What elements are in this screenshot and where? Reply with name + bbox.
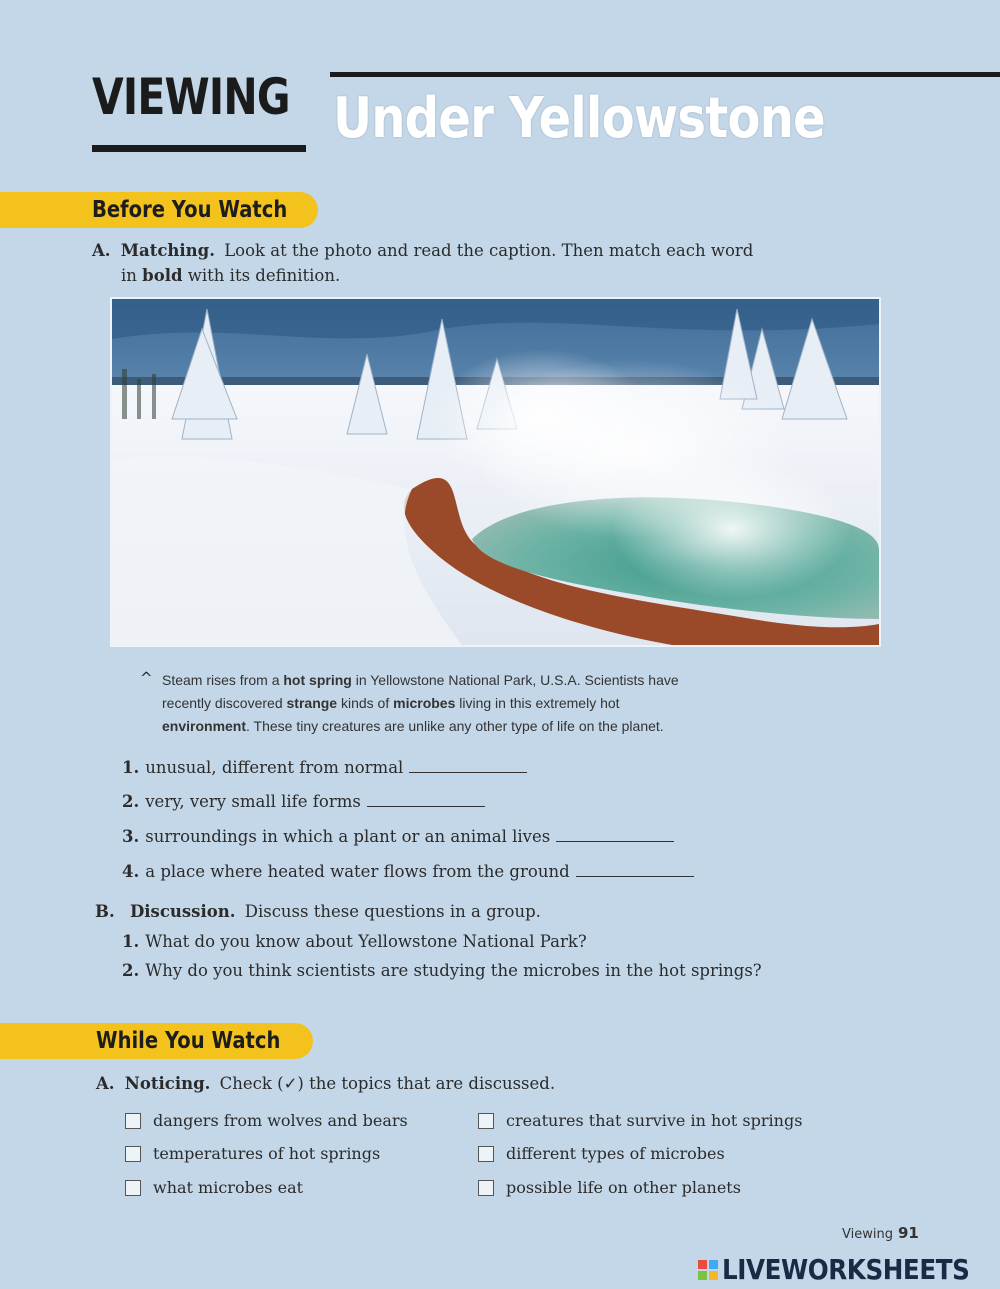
logo-grid-icon xyxy=(698,1260,718,1280)
page-number: 91 xyxy=(898,1224,919,1242)
caption-line-1: Steam rises from a hot spring in Yellowstone National Park, U.S.A. Scientists have xyxy=(162,672,679,688)
logo-cell xyxy=(698,1271,707,1280)
matching-instruction-2 xyxy=(121,263,340,288)
answer-blank-3[interactable] xyxy=(556,827,674,842)
checkbox[interactable] xyxy=(125,1180,141,1196)
answer-blank-2[interactable] xyxy=(367,792,485,807)
matching-text-2c: with its definition. xyxy=(187,266,341,285)
matching-text-1: Look at the photo and read the caption. Then match each word xyxy=(224,241,754,260)
topic-checkbox-row[interactable]: different types of microbes xyxy=(478,1144,725,1163)
discussion-letter: B. xyxy=(95,902,115,921)
discussion-text: Discuss these questions in a group. xyxy=(244,902,541,921)
matching-item-4: 4. a place where heated water flows from the ground xyxy=(122,859,694,884)
yellowstone-hot-spring-photo xyxy=(110,297,881,647)
footer-section-label: Viewing xyxy=(842,1227,893,1242)
caret-up-icon: ^ xyxy=(140,669,153,687)
discussion-title: Discussion. xyxy=(129,902,236,921)
while-you-watch-banner xyxy=(0,1023,313,1059)
matching-instruction xyxy=(92,238,753,263)
noticing-title: Noticing. xyxy=(124,1074,211,1093)
noticing-text: Check (✓) the topics that are discussed. xyxy=(219,1074,556,1093)
matching-letter: A. xyxy=(92,241,111,260)
matching-item-1: 1. unusual, different from normal xyxy=(122,755,527,780)
viewing-underline xyxy=(92,145,306,152)
checkbox[interactable] xyxy=(478,1180,494,1196)
topic-checkbox-row[interactable]: dangers from wolves and bears xyxy=(125,1111,408,1130)
matching-text-2a: in xyxy=(121,266,137,285)
logo-text: LIVEWORKSHEETS xyxy=(722,1253,970,1286)
liveworksheets-logo xyxy=(698,1253,1000,1286)
logo-cell xyxy=(709,1260,718,1269)
checkbox[interactable] xyxy=(478,1146,494,1162)
before-you-watch-banner xyxy=(0,192,318,228)
checkbox[interactable] xyxy=(478,1113,494,1129)
viewing-label: VIEWING xyxy=(92,68,290,126)
discussion-instruction xyxy=(95,899,541,924)
topic-checkbox-row[interactable]: possible life on other planets xyxy=(478,1178,741,1197)
caption-line-3: environment. These tiny creatures are unlike any other type of life on the planet. xyxy=(162,718,664,734)
before-you-watch-heading: Before You Watch xyxy=(92,197,288,223)
noticing-letter: A. xyxy=(96,1074,115,1093)
matching-bold-word: bold xyxy=(142,266,183,285)
page-title: Under Yellowstone xyxy=(333,86,825,151)
topic-checkbox-row[interactable]: temperatures of hot springs xyxy=(125,1144,380,1163)
checkbox[interactable] xyxy=(125,1146,141,1162)
answer-blank-1[interactable] xyxy=(409,758,527,773)
matching-item-3: 3. surroundings in which a plant or an animal lives xyxy=(122,824,674,849)
logo-cell xyxy=(698,1260,707,1269)
while-you-watch-heading: While You Watch xyxy=(96,1028,281,1054)
noticing-instruction xyxy=(96,1071,555,1096)
topic-checkbox-row[interactable]: what microbes eat xyxy=(125,1178,303,1197)
caption-line-2: recently discovered strange kinds of microbes living in this extremely hot xyxy=(162,695,620,711)
answer-blank-4[interactable] xyxy=(576,862,694,877)
checkbox[interactable] xyxy=(125,1113,141,1129)
topic-checkbox-row[interactable]: creatures that survive in hot springs xyxy=(478,1111,802,1130)
matching-title: Matching. xyxy=(120,241,215,260)
discussion-question-1: 1. What do you know about Yellowstone National Park? xyxy=(122,932,587,951)
logo-cell xyxy=(709,1271,718,1280)
discussion-question-2: 2. Why do you think scientists are studying the microbes in the hot springs? xyxy=(122,961,762,980)
matching-item-2: 2. very, very small life forms xyxy=(122,789,485,814)
title-rule xyxy=(330,72,1000,77)
